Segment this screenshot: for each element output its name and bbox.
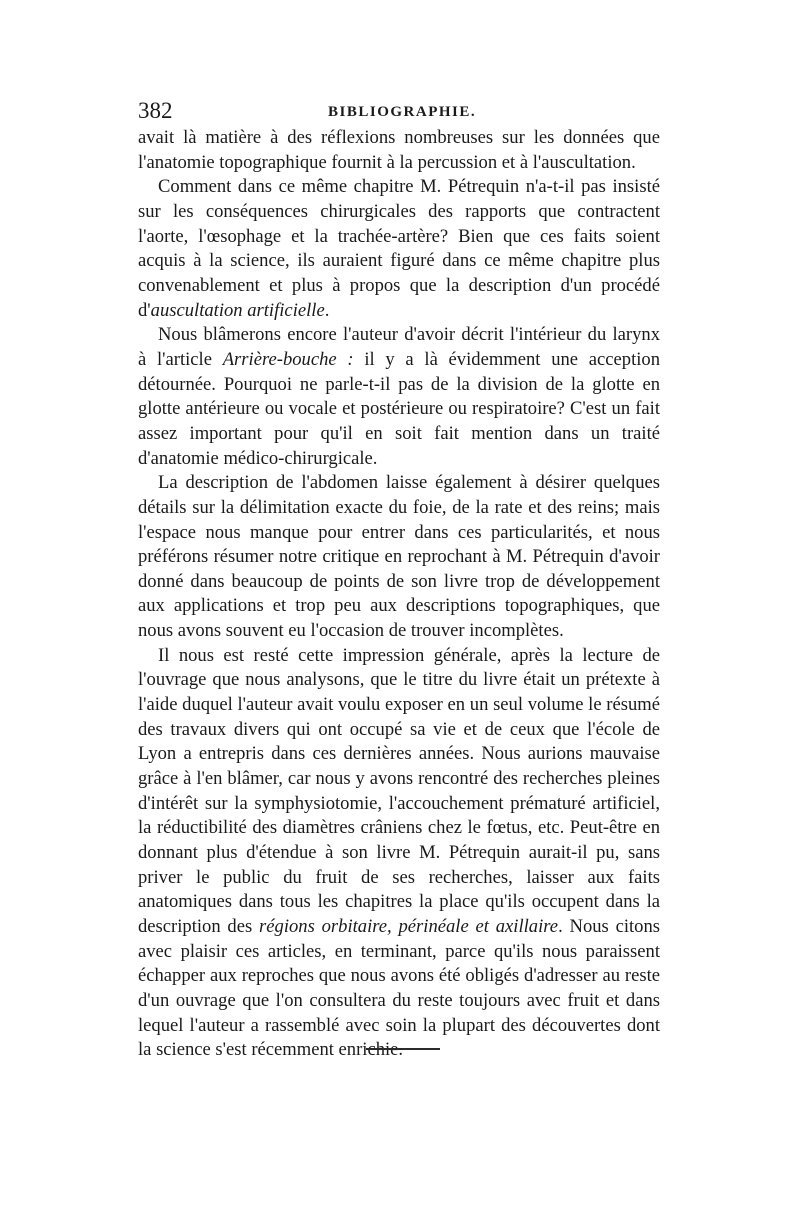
page-header <box>138 98 660 124</box>
paragraph-1-text: avait là matière à des réflexions nombreuses sur les données que l'anatomie topographique fournit à la percussion et à l'auscultation. <box>138 127 660 173</box>
paragraph-4 <box>138 471 660 644</box>
paragraph-3-italic: Arrière-bouche : <box>222 348 354 370</box>
paragraph-3-text-a: Nous blâmerons encore l'auteur d'avoir décrit l'intérieur du larynx à l'article <box>138 324 660 370</box>
paragraph-5 <box>138 644 660 1063</box>
paragraph-4-text: La description de l'abdomen laisse également à désirer quelques détails sur la délimitation exacte du foie, de la rate et des reins; mais l'espace nous manque pour entrer dans ces particularités, et nous préférons résumer notre critique en reprochant à M. Pétrequin d'avoir donné dans beaucoup de points de son livre trop de développement aux applications et trop peu aux descriptions topographiques, que nous avons souvent eu l'occasion de trouver incomplètes. <box>138 472 660 642</box>
paragraph-2-text-a: Comment dans ce même chapitre M. Pétrequin n'a-t-il pas insisté sur les conséquences chirurgicales des rapports que contractent l'aorte, l'œsophage et la trachée-artère? Bien que ces faits soient acquis à la science, ils auraient figuré dans ce même chapitre plus convenablement et plus à propos que la description d'un procédé d' <box>138 176 660 321</box>
paragraph-3-text-b: il y a là évidemment une acception détournée. Pourquoi ne parle-t-il pas de la division de la glotte en glotte antérieure ou vocale et postérieure ou respiratoire? C'est un fait assez important pour qu'il en soit fait mention dans un traité d'anatomie médico-chirurgicale. <box>138 348 661 469</box>
end-rule-divider <box>366 1048 440 1050</box>
paragraph-5-italic: régions orbitaire, périnéale et axillaire <box>259 916 559 937</box>
running-head: BIBLIOGRAPHIE. <box>328 104 477 120</box>
page-number: 382 <box>138 98 173 123</box>
paragraph-2-text-b: . <box>324 299 330 321</box>
paragraph-1 <box>138 126 660 175</box>
article-body <box>138 126 660 1063</box>
paragraph-3 <box>138 323 660 471</box>
paragraph-5-text-b: . Nous citons avec plaisir ces articles, en terminant, parce qu'ils nous paraissent échapper aux reproches que nous avons été obligés d'adresser au reste d'un ouvrage que l'on consultera du reste toujours avec fruit et dans lequel l'auteur a rassemblé avec soin la plupart des découvertes dont la science s'est récemment enrichie. <box>138 916 660 1061</box>
paragraph-2-italic: auscultation artificielle <box>150 299 325 321</box>
paragraph-5-text-a: Il nous est resté cette impression générale, après la lecture de l'ouvrage que nous analysons, que le titre du livre était un prétexte à l'aide duquel l'auteur avait voulu exposer en un seul volume le résumé des travaux divers qui ont occupé sa vie et de ceux que l'école de Lyon a entrepris dans ces dernières années. Nous aurions mauvaise grâce à l'en blâmer, car nous y avons rencontré des recherches pleines d'intérêt sur la symphysiotomie, l'accouchement prématuré artificiel, la réductibilité des diamètres crâniens chez le fœtus, etc. Peut-être en donnant plus d'étendue à son livre M. Pétrequin aurait-il pu, sans priver le public du fruit de ses recherches, laisser aux faits anatomiques dans tous les chapitres la place qu'ils occupent dans la description des <box>138 644 660 937</box>
paragraph-2 <box>138 175 660 323</box>
